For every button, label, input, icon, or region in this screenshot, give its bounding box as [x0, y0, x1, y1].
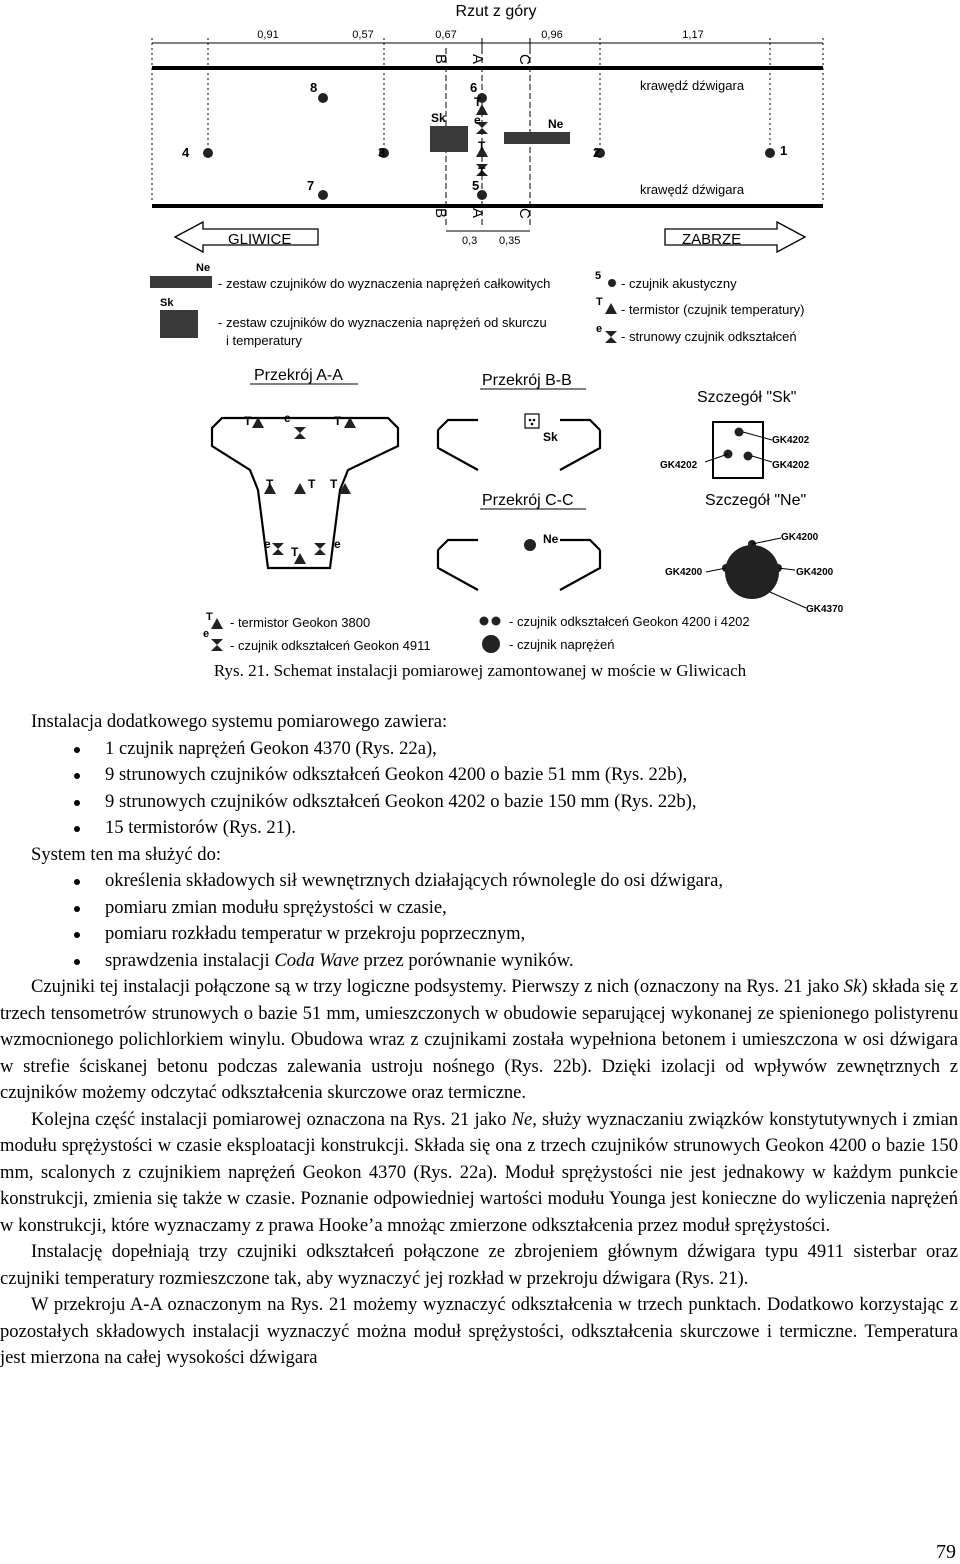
dim-1: 0,91: [257, 29, 279, 41]
aa-t2: T: [334, 414, 342, 428]
sensor-num-2: 2: [593, 145, 601, 160]
sensor-num-3: 3: [378, 145, 386, 160]
detail-sk-title: Szczegół "Sk": [697, 389, 797, 406]
sk-label-top: Sk: [431, 111, 446, 125]
section-bb-sk-label: Sk: [543, 430, 558, 444]
legend-num5: 5: [595, 270, 602, 282]
sensor-num-4: 4: [182, 145, 190, 160]
gk4202-1: GK4202: [772, 435, 810, 446]
p2-start: Kolejna część instalacji pomiarowej oznaczona na Rys. 21 jako: [31, 1108, 512, 1130]
p2-end: , służy wyznaczaniu związków konstytutywnych i zmian modułu sprężystości w czasie eksploatacji konstrukcji. Składa się ona z trzech czujników strunowych Geokon 4200 o bazie 150 mm, scalonych z czujnikiem naprężeń Geokon 4370 (Rys. 22a). Moduł sprężystości nie jest jednakowy w każdym punkcie konstrukcji, zmienia się także w czasie. Poznanie odpowiedniej wartości modułu Younga jest konieczne do wyliczenia naprężeń w konstrukcji, które wyznaczamy z prawa Hooke’a mnożąc zmierzone odkształcenia przez moduł sprężystości.: [0, 1108, 959, 1236]
ne-label-top: Ne: [548, 117, 564, 131]
section-mark-b-bottom: B: [432, 208, 449, 219]
figure-caption: Rys. 21. Schemat instalacji pomiarowej zamontowanej w moście w Gliwicach: [213, 661, 747, 680]
legend-thermistor-icon: [605, 303, 617, 314]
dim-2: 0,57: [352, 29, 374, 41]
sensor-num-6: 6: [470, 80, 478, 95]
dim-3: 0,67: [435, 29, 457, 41]
legend-e-label: e: [596, 323, 603, 335]
section-bb-shape: [438, 420, 600, 470]
ne-block: [504, 132, 570, 144]
arrow-zabrze: [665, 222, 805, 252]
aa-t6: T: [291, 545, 299, 559]
detail-ne-stress-cell: [725, 545, 779, 599]
sensor-num-5: 5: [472, 178, 480, 193]
legend-geokon4911: - czujnik odkształceń Geokon 4911: [230, 638, 431, 653]
bl-e-label: e: [203, 628, 210, 640]
legend-acoustic: - czujnik akustyczny: [621, 276, 737, 291]
dimension-labels: [257, 29, 703, 41]
gk4200-1: GK4200: [781, 532, 819, 543]
list-item-text: sprawdzenia instalacji: [105, 949, 275, 971]
legend-geokon3800: - termistor Geokon 3800: [230, 615, 371, 630]
direction-gliwice: GLIWICE: [228, 231, 292, 248]
p1-start: Czujniki tej instalacji połączone są w trzy logiczne podsystemy. Pierwszy z nich (oznaczony na Rys. 21 jako: [31, 976, 844, 997]
legend-t-label: T: [596, 296, 603, 308]
aa-t3: T: [266, 477, 274, 491]
aa-e3: e: [334, 537, 341, 551]
legend-ne-label: Ne: [196, 262, 211, 274]
sensor-num-1: 1: [780, 143, 788, 158]
legend-sk-text-2: i temperatury: [226, 333, 302, 348]
purpose-paragraph: System ten ma służyć do:: [31, 843, 222, 865]
list-item: pomiaru rozkładu temperatur w przekroju poprzecznym,: [0, 921, 958, 948]
section-mark-c-top: C: [516, 54, 533, 65]
t-label-3: T: [478, 165, 486, 179]
section-cc-ne-dot: [524, 539, 536, 551]
legend-geokon4200-4202: - czujnik odkształceń Geokon 4200 i 4202: [509, 614, 750, 629]
list-item: określenia składowych sił wewnętrznych działających równolegle do osi dźwigara,: [0, 868, 958, 895]
e-label-1: e: [474, 113, 481, 127]
legend-ne-block: [150, 276, 212, 288]
aa-e2: e: [264, 537, 271, 551]
legend-sk-block: [160, 310, 198, 338]
paragraph-section-aa: W przekroju A-A oznaczonym na Rys. 21 możemy wyznaczyć odkształcenia w trzech punktach. Dodatkowo korzystając z pozostałych składowych instalacji wyznaczyć można moduł sprężystości, odkształcenia skurczowe i termiczne. Temperatura jest mierzona na całej wysokości dźwigara: [0, 1294, 958, 1368]
legend-acoustic-icon: [608, 279, 616, 287]
section-cc-title: Przekrój C-C: [482, 492, 574, 509]
edge-label-top: krawędź dźwigara: [640, 78, 745, 93]
section-bb-title: Przekrój B-B: [482, 372, 572, 389]
list-item: 15 termistorów (Rys. 21).: [0, 815, 958, 842]
list-item: 9 strunowych czujników odkształceń Geokon 4202 o bazie 150 mm (Rys. 22b),: [0, 789, 958, 816]
legend-ne-text: - zestaw czujników do wyznaczenia naprężeń całkowitych: [218, 276, 551, 291]
gk4200-2: GK4200: [665, 567, 703, 578]
p2-ne-term: Ne: [511, 1108, 533, 1130]
edge-label-bottom: krawędź dźwigara: [640, 182, 745, 197]
paragraph-ne: [0, 1107, 958, 1240]
aa-e1: e: [284, 411, 291, 425]
page-number: 79: [936, 1541, 956, 1563]
list-purposes: [0, 868, 958, 974]
dim-5: 1,17: [682, 29, 704, 41]
sk-block: [430, 126, 468, 152]
gk4370: GK4370: [806, 604, 844, 615]
section-bb-sk-box: [525, 414, 539, 428]
bl-t-label: T: [206, 611, 213, 623]
list-item: pomiaru zmian modułu sprężystości w czasie,: [0, 895, 958, 922]
section-cc-shape: [438, 540, 600, 590]
figure-installation-schematic: [0, 0, 960, 700]
list-item-text-end: przez porównanie wyników.: [358, 949, 574, 971]
legend-thermistor: - termistor (czujnik temperatury): [621, 302, 805, 317]
dim-4: 0,96: [541, 29, 563, 41]
aa-t5: T: [330, 477, 338, 491]
paragraph-sk: [0, 974, 958, 1107]
section-mark-a-top: A: [469, 54, 486, 65]
detail-ne-title: Szczegół "Ne": [705, 492, 807, 509]
legend-strain: - strunowy czujnik odkształceń: [621, 329, 797, 344]
arrow-gliwice: [175, 222, 318, 252]
dim-bottom-1: 0,3: [462, 235, 478, 247]
t-label-1: T: [474, 95, 482, 109]
t-label-2: T: [478, 139, 486, 153]
gk4202-2: GK4202: [660, 460, 698, 471]
list-item: [0, 948, 958, 975]
legend-strain-icon: [605, 331, 617, 343]
p1-end: ) składa się z trzech tensometrów strunowych o bazie 51 mm, umieszczonych w obudowie separującej wykonanej ze spienionego polistyrenu wzmocnionego polichlorkiem winylu. Obudowa wraz z czujnikami została wypełniona betonem i umieszczona w osi dźwigara w strefie ściskanej betonu podczas zalewania ustroju nośnego (Rys. 22b). Dzięki izolacji od wpływów zewnętrznych z czujników możemy odczytać odkształcenia skurczowe oraz termiczne.: [0, 976, 958, 1103]
legend-sk-label: Sk: [160, 297, 174, 309]
section-mark-a-bottom: A: [469, 208, 486, 219]
legend-sk-text-1: - zestaw czujników do wyznaczenia naprężeń od skurczu: [218, 315, 547, 330]
list-item: 1 czujnik naprężeń Geokon 4370 (Rys. 22a),: [0, 736, 958, 763]
list-components: [0, 736, 958, 842]
bottom-dims: [446, 231, 530, 247]
top-view-title: Rzut z góry: [455, 3, 537, 20]
gk4202-3: GK4202: [772, 460, 810, 471]
section-mark-b-top: B: [432, 54, 449, 65]
gk4200-3: GK4200: [796, 567, 834, 578]
aa-t4: T: [308, 477, 316, 491]
list-item: 9 strunowych czujników odkształceń Geokon 4200 o bazie 51 mm (Rys. 22b),: [0, 762, 958, 789]
section-mark-c-bottom: C: [516, 208, 533, 219]
p1-sk-term: Sk: [843, 976, 862, 997]
section-cc-ne-label: Ne: [543, 532, 559, 546]
direction-zabrze: ZABRZE: [682, 231, 742, 248]
aa-t1: T: [244, 414, 252, 428]
sensor-num-8: 8: [310, 80, 318, 95]
body-text: [0, 709, 958, 1372]
dim-bottom-2: 0,35: [499, 235, 521, 247]
sensor-num-7: 7: [307, 178, 315, 193]
legend-stress: - czujnik naprężeń: [509, 637, 615, 652]
coda-wave-term: Coda Wave: [274, 949, 359, 971]
paragraph-sisterbar: Instalację dopełniają trzy czujniki odkształceń połączone ze zbrojeniem głównym dźwigara typu 4911 sisterbar oraz czujniki temperatury rozmieszczone tak, aby wyznaczyć jej rozkład w przekroju dźwigara (Rys. 21).: [0, 1241, 958, 1289]
intro-paragraph: Instalacja dodatkowego systemu pomiarowego zawiera:: [31, 711, 448, 732]
section-aa-title: Przekrój A-A: [254, 367, 343, 384]
